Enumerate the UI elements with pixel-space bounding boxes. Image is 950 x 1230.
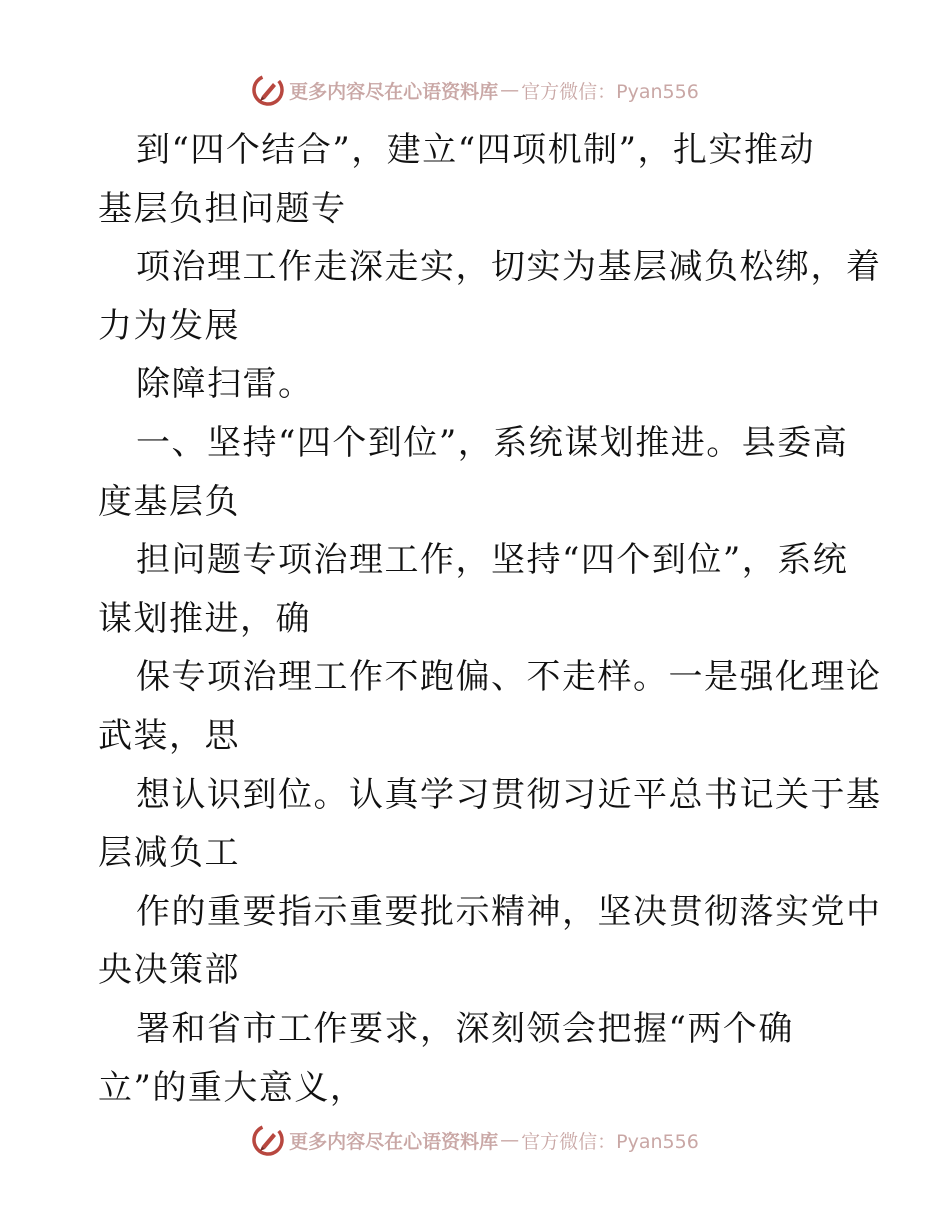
text-line: 署和省市工作要求，深刻领会把握“两个确 <box>136 1008 794 1049</box>
footer-wechat-text: 官方微信：Pyan556 <box>521 1130 699 1153</box>
red-circular-pen-logo-icon <box>251 1123 285 1157</box>
footer-banner <box>0 1120 950 1160</box>
text-line: 度基层负 <box>98 481 240 522</box>
text-line: 基层负担问题专 <box>98 188 347 229</box>
text-line: 立”的重大意义， <box>98 1067 366 1108</box>
text-line: 武装，思 <box>98 715 240 756</box>
text-line: 担问题专项治理工作，坚持“四个到位”，系统 <box>136 540 849 581</box>
document-body <box>98 121 882 1117</box>
header-separator: — <box>500 79 520 101</box>
header-brand-text: 更多内容尽在心语资料库 <box>289 80 499 103</box>
red-circular-pen-logo-icon <box>251 73 285 107</box>
text-line: 层减负工 <box>98 833 240 874</box>
header-wechat-text: 官方微信：Pyan556 <box>521 80 699 103</box>
text-line: 除障扫雷。 <box>136 364 314 405</box>
text-line: 到“四个结合”，建立“四项机制”，扎实推动 <box>136 130 816 170</box>
text-line: 央决策部 <box>98 950 240 991</box>
text-line: 保专项治理工作不跑偏、不走样。一是强化理论 <box>136 657 882 698</box>
text-line: 想认识到位。认真学习贯彻习近平总书记关于基 <box>136 774 882 815</box>
text-line: 项治理工作走深走实，切实为基层减负松绑，着 <box>136 247 882 288</box>
footer-brand-text: 更多内容尽在心语资料库 <box>289 1130 499 1153</box>
text-line: 一、坚持“四个到位”，系统谋划推进。县委高 <box>136 422 849 463</box>
text-line: 谋划推进，确 <box>98 598 311 639</box>
text-line: 力为发展 <box>98 305 240 346</box>
header-banner <box>0 70 950 110</box>
text-line: 作的重要指示重要批示精神，坚决贯彻落实党中 <box>136 891 882 932</box>
footer-separator: — <box>500 1129 520 1151</box>
